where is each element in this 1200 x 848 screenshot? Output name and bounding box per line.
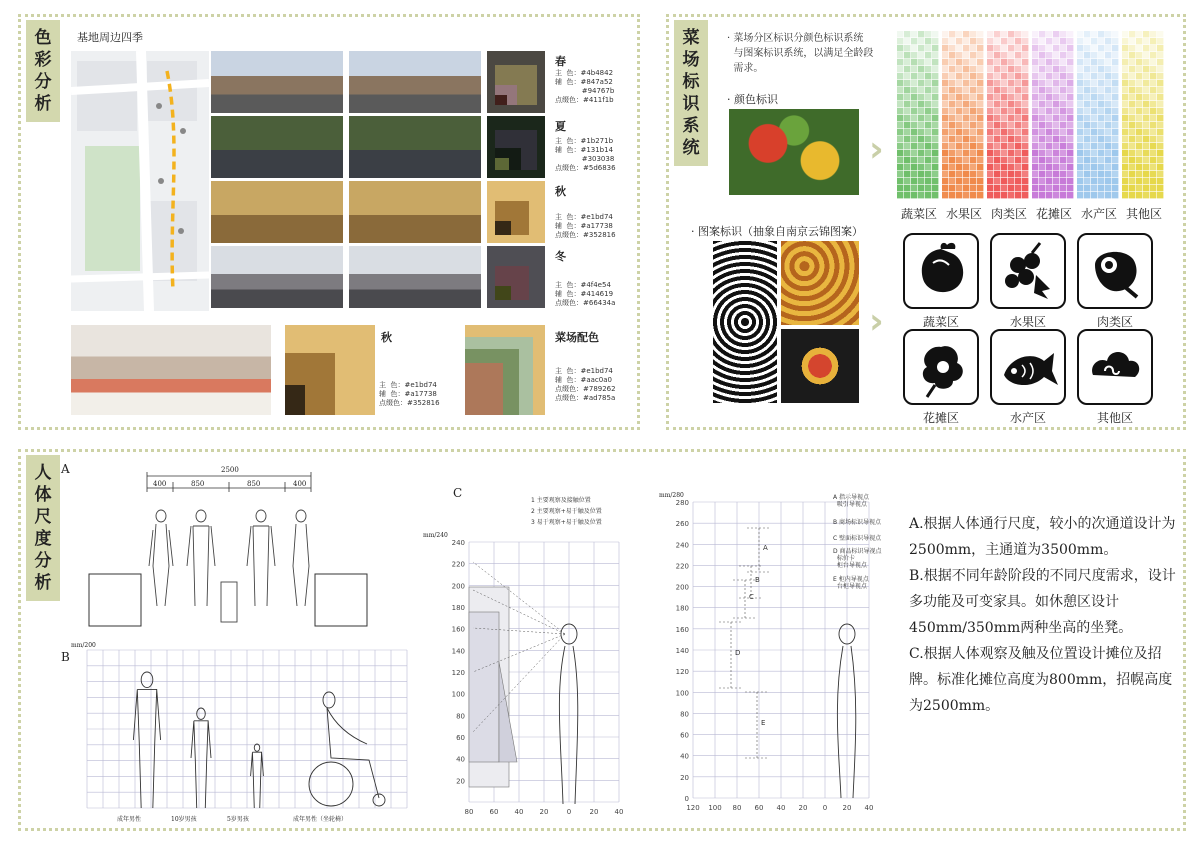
fig-a-label: A [61,462,70,476]
fig-a-dim-1: 400 [153,480,167,488]
human-scale-panel [18,449,1186,831]
fig-a-dim-3: 850 [247,480,261,488]
icon-label-fruit: 水果区 [1009,315,1046,329]
svg-text:120: 120 [686,804,700,812]
sign-system-panel [666,14,1186,430]
svg-text:100: 100 [708,804,722,812]
desc-b: B.根据不同年龄阶段的不同尺度需求，设计多功能及可变家具。如休憩区设计450mm/350mm两种坐高的坐凳。 [909,568,1176,636]
fig-b-grid [83,648,411,812]
yunjin-pattern-red [781,329,859,403]
fig-a-total: 2500 [221,466,239,474]
fig-b-label: B [61,650,70,664]
flower-icon [903,329,979,405]
svg-text:40: 40 [680,752,689,761]
summer-photo [211,116,343,178]
icon-label-flower: 花摊区 [922,411,959,425]
svg-text:120: 120 [675,668,689,677]
yunjin-pattern-gold [781,241,859,325]
svg-text:200: 200 [451,582,465,591]
icon-label-meat: 肉类区 [1096,315,1133,329]
section-tag-color: 色 彩 分 析 [26,20,60,122]
color-analysis-panel [18,14,640,430]
svg-text:40: 40 [864,804,874,812]
fig-c-label: C [453,486,463,500]
arrow-icon: › [869,129,884,170]
section-tag-body: 人 体 尺 度 分 析 [26,455,60,601]
site-map [71,51,209,311]
fig-d-grid [653,496,873,816]
svg-text:A: A [763,544,768,552]
summer-photo-pixel [349,116,481,178]
svg-text:60: 60 [680,731,689,740]
svg-text:80: 80 [464,808,474,816]
svg-text:60: 60 [456,734,465,742]
fig-d-legend-c: C 壁面标识导视点 [833,535,882,542]
svg-text:C: C [749,593,754,601]
svg-text:160: 160 [451,625,465,634]
vegetable-icon [903,233,979,309]
svg-text:20: 20 [798,804,808,812]
spring-label: 春 [555,55,566,68]
zone-label-1: 水果区 [945,207,982,221]
season-swatches [487,51,545,308]
fig-d-legend-b: B 商场标识导视点 [833,519,882,526]
icon-label-fish: 水产区 [1009,411,1046,425]
market-palette-swatch [465,325,545,415]
yunjin-pattern-bw [713,241,777,403]
fig-c-legend-3: 3 易于观察+易于触及位置 [531,519,602,526]
fish-icon [990,329,1066,405]
svg-text:280: 280 [675,499,689,507]
svg-text:220: 220 [451,560,465,569]
desc-c: C.根据人体观察及触及位置设计摊位及招牌。标准化摊位高度为800mm，招幌高度为2500mm。 [909,646,1173,714]
fig-a-dim-4: 400 [293,480,307,488]
desc-a: A.根据人体通行尺度，较小的次通道设计为2500mm，主通道为3500mm。 [909,516,1176,558]
svg-text:0: 0 [822,804,828,812]
svg-text:260: 260 [675,520,689,529]
fig-a-dim-2: 850 [191,480,205,488]
winter-colors: 主 色：#4f4e54 辅 色：#414619 点缀色：#66434a [555,281,616,307]
svg-text:80: 80 [456,712,465,721]
cloud-icon [1077,329,1153,405]
section-tag-sign: 菜 场 标 识 系 统 [674,20,708,166]
map-title: 基地周边四季 [77,31,143,44]
zone-label-0: 蔬菜区 [900,207,937,221]
summer-label: 夏 [555,120,566,133]
icon-label-vegetable: 蔬菜区 [922,315,959,329]
market-palette-label: 菜场配色 [555,331,599,344]
person-adult: 成年男性 [117,816,142,823]
autumn-swatch-large [285,325,375,415]
autumn-large-label: 秋 [381,331,392,344]
svg-text:100: 100 [451,690,465,699]
zone-color-columns [897,31,1167,203]
fig-c-unit: mm/240 [423,532,448,539]
svg-text:20: 20 [589,808,599,816]
svg-text:20: 20 [680,773,689,782]
autumn-label: 秋 [555,185,566,198]
svg-text:240: 240 [675,541,689,550]
vegetables-photo [729,109,859,195]
fig-c-legend-1: 1 主要观察及接触位置 [531,497,591,504]
svg-text:0: 0 [566,808,572,816]
fig-d-legend-a: A 指示导视点 吸引导视点 [833,494,870,508]
svg-text:140: 140 [451,647,465,656]
svg-text:60: 60 [489,808,499,816]
zone-label-3: 花摊区 [1035,207,1072,221]
person-wheelchair: 成年男性（坐轮椅） [293,816,348,823]
zone-column-2 [987,31,1028,198]
spring-colors: 主 色：#4b4842 辅 色：#847a52 #94767b 点缀色：#411f1b [555,69,615,104]
svg-text:240: 240 [451,539,465,547]
fig-d-legend-d: D 商品标识导视点 标价卡 柜台导视点 [833,548,882,569]
zone-column-0 [897,31,938,198]
person-child-10: 10岁男孩 [171,816,197,823]
zone-column-1 [942,31,983,198]
market-palette-colors: 主 色：#e1bd74 辅 色：#aac0a0 点缀色：#789262 点缀色：#ad785a [555,367,616,402]
svg-text:40: 40 [514,808,524,816]
fig-d-unit: mm/280 [659,492,684,499]
svg-text:160: 160 [675,625,689,634]
svg-text:200: 200 [675,583,689,592]
svg-text:80: 80 [680,710,689,719]
winter-photo-pixel [349,246,481,308]
winter-label: 冬 [555,250,566,263]
scale-description [909,511,1179,719]
svg-text:220: 220 [675,562,689,571]
svg-text:40: 40 [776,804,786,812]
svg-text:20: 20 [842,804,852,812]
zone-label-2: 肉类区 [990,207,1027,221]
svg-text:100: 100 [675,689,689,698]
spring-photo [211,51,343,113]
autumn-photo [211,181,343,243]
svg-text:0: 0 [684,795,689,803]
fig-b-unit: mm/200 [71,642,96,649]
autumn-photo-pixel [349,181,481,243]
zone-label-5: 其他区 [1125,207,1162,221]
autumn-colors: 主 色：#e1bd74 辅 色：#a17738 点缀色：#352816 [555,213,616,239]
pattern-sign-title: · 图案标识（抽象自南京云锦图案） [691,225,863,238]
svg-text:D: D [735,649,741,657]
winter-photo [211,246,343,308]
icon-label-other: 其他区 [1096,411,1133,425]
arrow-icon-2: › [869,301,884,342]
fig-c-grid [421,536,624,816]
zone-label-4: 水产区 [1080,207,1117,221]
fig-d-legend-e: E 柜内导视点 台柜导视点 [833,576,869,590]
svg-text:B: B [755,576,760,584]
svg-text:60: 60 [754,804,764,812]
sign-intro: · 菜场分区标识分颜色标识系统 与图案标识系统，以满足全龄段 需求。 [727,33,874,74]
svg-text:180: 180 [451,604,465,612]
svg-text:40: 40 [614,808,624,816]
meat-icon [1077,233,1153,309]
svg-text:120: 120 [451,669,465,677]
summer-colors: 主 色：#1b271b 辅 色：#131b14 #303038 点缀色：#5d6836 [555,137,616,172]
fig-a-plan [81,466,371,626]
svg-text:140: 140 [675,647,689,655]
zone-column-5 [1122,31,1163,198]
svg-text:20: 20 [539,808,549,816]
svg-text:80: 80 [732,804,742,812]
svg-text:40: 40 [456,755,465,764]
color-sign-title: · 颜色标识 [727,93,778,106]
person-child-5: 5岁男孩 [227,816,249,823]
market-interior-photo [71,325,271,415]
svg-text:180: 180 [675,604,689,613]
svg-text:20: 20 [456,777,465,786]
spring-photo-pixel [349,51,481,113]
svg-text:E: E [761,719,766,727]
zone-column-4 [1077,31,1118,198]
fruit-icon [990,233,1066,309]
zone-column-3 [1032,31,1073,198]
fig-c-legend-2: 2 主要观察+易于触及位置 [531,508,602,515]
autumn-large-colors: 主 色：#e1bd74 辅 色：#a17738 点缀色：#352816 [379,381,440,407]
